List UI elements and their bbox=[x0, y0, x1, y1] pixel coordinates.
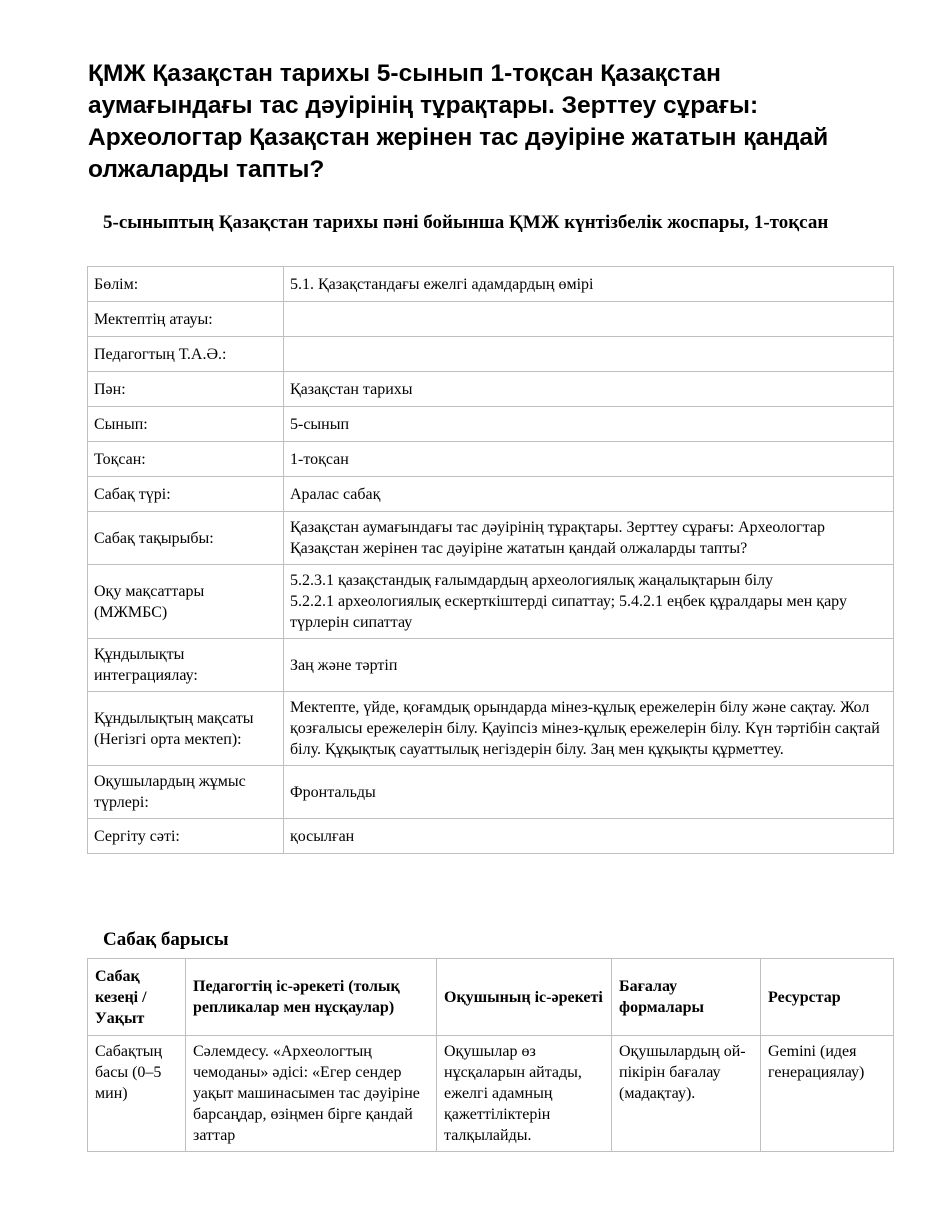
info-label: Сынып: bbox=[88, 407, 284, 442]
info-row bbox=[88, 692, 894, 766]
info-value: Мектепте, үйде, қоғамдық орындарда мінез-құлық ережелерін білу және сақтау. Жол қозғалысы ережелерін білу. Қауіпсіз мінез-құлық ережелерін білу. Күн тәртібін сақтай білу. Құқықтық сауаттылық негіздерін білу. Заң мен құқықты құрметтеу. bbox=[284, 692, 894, 766]
info-label: Сергіту сәті: bbox=[88, 819, 284, 854]
cell-stage-text: Сабақтың басы (0–5 мин) bbox=[95, 1043, 163, 1102]
info-value: 5.1. Қазақстандағы ежелгі адамдардың өмірі bbox=[284, 267, 894, 302]
info-row bbox=[88, 565, 894, 639]
info-row bbox=[88, 442, 894, 477]
info-label: Педагогтың Т.А.Ә.: bbox=[88, 337, 284, 372]
header-teacher-activity: Педагогтің іс-әрекеті (толық репликалар мен нұсқаулар) bbox=[186, 959, 437, 1036]
info-value: Аралас сабақ bbox=[284, 477, 894, 512]
header-resources: Ресурстар bbox=[761, 959, 894, 1036]
info-label: Құндылықтың мақсаты (Негізгі орта мектеп): bbox=[88, 692, 284, 766]
info-value bbox=[284, 337, 894, 372]
info-row bbox=[88, 512, 894, 565]
cell-teacher-activity bbox=[186, 1036, 437, 1152]
info-row bbox=[88, 267, 894, 302]
info-value bbox=[284, 302, 894, 337]
info-row bbox=[88, 372, 894, 407]
document-title: ҚМЖ Қазақстан тарихы 5-сынып 1-тоқсан Қазақстан аумағындағы тас дәуірінің тұрақтары. Зерттеу сұрағы: Археологтар Қазақстан жерінен тас дәуіріне жататын қандай олжаларды тапты? bbox=[88, 60, 829, 183]
info-label: Сабақ тақырыбы: bbox=[88, 512, 284, 565]
info-label: Бөлім: bbox=[88, 267, 284, 302]
info-value: 1-тоқсан bbox=[284, 442, 894, 477]
lesson-progress-heading: Сабақ барысы bbox=[103, 929, 229, 950]
info-label: Оқушылардың жұмыс түрлері: bbox=[88, 766, 284, 819]
info-label: Оқу мақсаттары (МЖМБС) bbox=[88, 565, 284, 639]
info-row bbox=[88, 639, 894, 692]
cell-teacher-text: Сәлемдесу. «Археологтың чемоданы» әдісі: «Егер сендер уақыт машинасымен тас дәуіріне барсаңдар, өзіңмен бірге қандай заттар bbox=[193, 1043, 420, 1144]
info-label: Тоқсан: bbox=[88, 442, 284, 477]
info-row bbox=[88, 477, 894, 512]
info-label: Пән: bbox=[88, 372, 284, 407]
info-row bbox=[88, 407, 894, 442]
info-label: Мектептің атауы: bbox=[88, 302, 284, 337]
header-stage: Сабақ кезеңі / Уақыт bbox=[88, 959, 186, 1036]
cell-assessment bbox=[612, 1036, 761, 1152]
info-value: Фронтальды bbox=[284, 766, 894, 819]
lesson-table-header-row bbox=[88, 959, 894, 1036]
info-value: Қазақстан аумағындағы тас дәуірінің тұрақтары. Зерттеу сұрағы: Археологтар Қазақстан жерінен тас дәуіріне жататын қандай олжаларды тапты? bbox=[284, 512, 894, 565]
info-row bbox=[88, 302, 894, 337]
info-value: 5.2.3.1 қазақстандық ғалымдардың археологиялық жаңалықтарын білу 5.2.2.1 археологиялық ескерткіштерді сипаттау; 5.4.2.1 еңбек құралдары мен қару түрлерін сипаттау bbox=[284, 565, 894, 639]
info-value: 5-сынып bbox=[284, 407, 894, 442]
lesson-progress-table bbox=[87, 958, 894, 1152]
info-label: Құндылықты интеграциялау: bbox=[88, 639, 284, 692]
header-student-activity: Оқушының іс-әрекеті bbox=[437, 959, 612, 1036]
info-value: Қазақстан тарихы bbox=[284, 372, 894, 407]
info-row bbox=[88, 337, 894, 372]
cell-student-activity bbox=[437, 1036, 612, 1152]
lesson-table-row bbox=[88, 1036, 894, 1152]
info-label: Сабақ түрі: bbox=[88, 477, 284, 512]
info-value: Заң және тәртіп bbox=[284, 639, 894, 692]
info-value: қосылған bbox=[284, 819, 894, 854]
info-row bbox=[88, 766, 894, 819]
cell-assessment-text: Оқушылардың ой-пікірін бағалау (мадақтау). bbox=[619, 1043, 746, 1102]
cell-resources bbox=[761, 1036, 894, 1152]
info-row bbox=[88, 819, 894, 854]
header-assessment: Бағалау формалары bbox=[612, 959, 761, 1036]
lesson-info-table bbox=[87, 266, 894, 854]
cell-stage bbox=[88, 1036, 186, 1152]
cell-resources-text: Gemini (идея генерациялау) bbox=[768, 1043, 865, 1081]
cell-student-text: Оқушылар өз нұсқаларын айтады, ежелгі адамның қажеттіліктерін талқылайды. bbox=[444, 1043, 582, 1144]
plan-heading: 5-сыныптың Қазақстан тарихы пәні бойынша ҚМЖ күнтізбелік жоспары, 1-тоқсан bbox=[103, 212, 829, 233]
